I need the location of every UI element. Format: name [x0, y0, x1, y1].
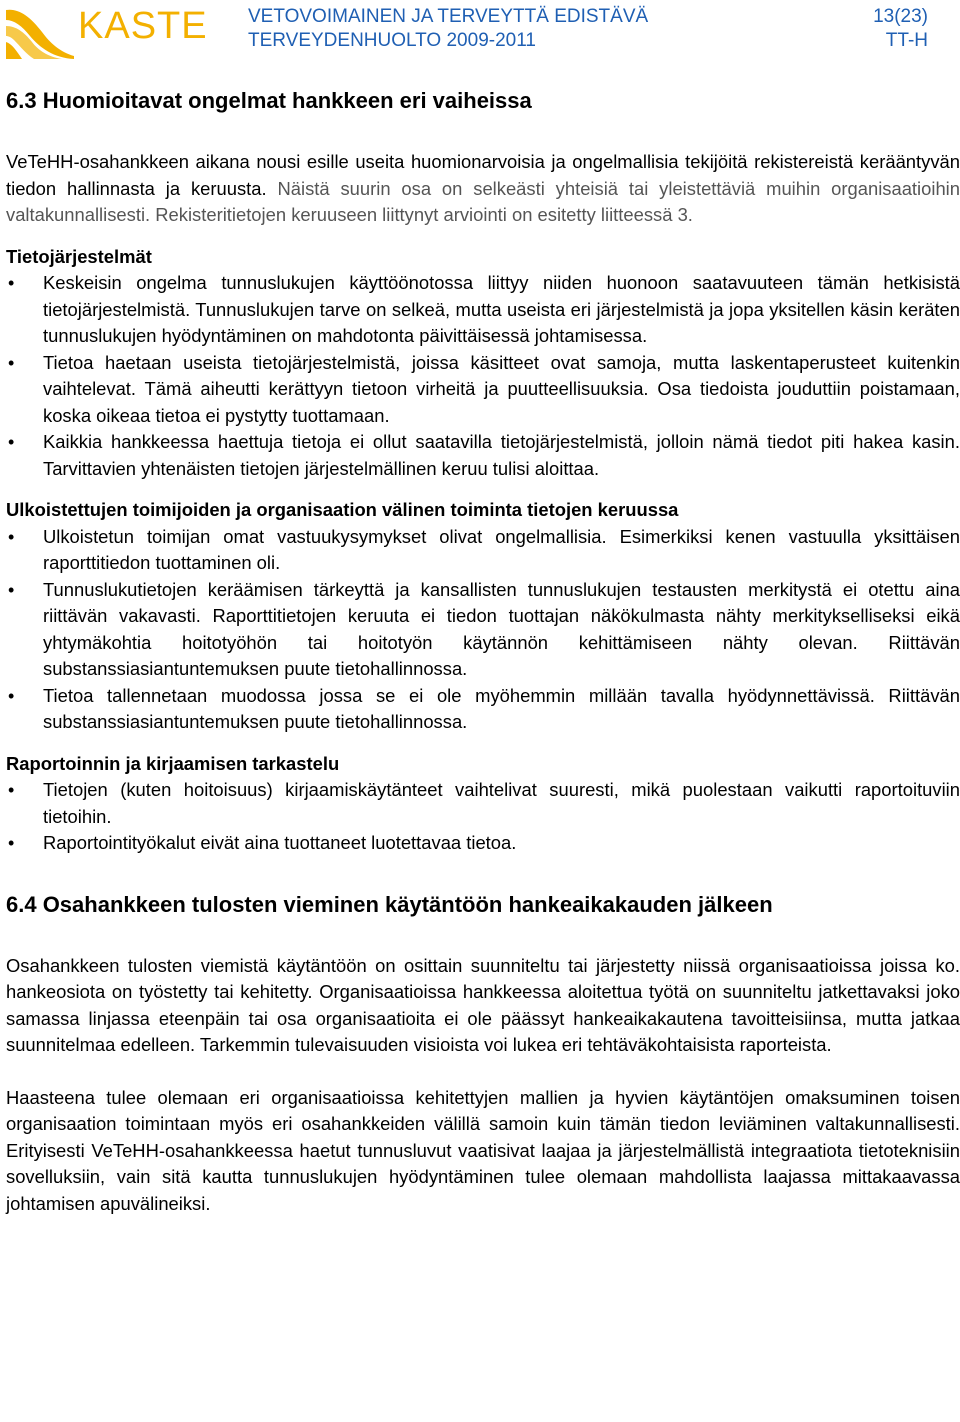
- section-6-3-intro: [6, 149, 960, 229]
- intro-sentence-a: VeTeHH-osahankkeen aikana nousi esille useita huomionarvoisia ja ongelmallisia tekijöitä rekistereistä kerääntyvän tiedon hallinnasta ja keruusta.: [6, 151, 960, 199]
- section-6-4-paragraph: Osahankkeen tulosten viemistä käytäntöön on osittain suunniteltu tai järjestetty niissä organisaatioissa joissa ko. hankeosiota on työstetty tai kehitetty. Organisaatioissa hankkeessa aloitettua työtä on suunniteltu jatkettavaksi joko samassa linjassa eteenpäin tai osa organisaatioita ei ole päässyt hankeaikakautena tavoitteisiinsa, mutta jatkaa suunnitelmaa edelleen. Tarkemmin tulevaisuuden visioista voi lukea eri tehtäväkohtaisista raporteista.: [6, 954, 960, 1055]
- document-body: [6, 86, 960, 1217]
- group-heading-raportointi: Raportoinnin ja kirjaamisen tarkastelu: [6, 752, 340, 774]
- list-item: • Tunnuslukutietojen keräämisen tärkeyttä ja kansallisten tunnuslukujen testausten merkitystä ei otettu aina riittävän vakavasti. Raporttitietojen keruuta ei tiedon tuottajan näkökulmasta nähty merkitykselliseksi eikä yhtymäkohtia hoitotyöhön tai hoitotyön käytännön kehittämiseen nähty olevan. Riittävän substanssiasiantuntemuksen puute tietohallinnossa.: [6, 577, 960, 683]
- section-6-4-paragraph: Haasteena tulee olemaan eri organisaatioissa kehitettyjen mallien ja hyvien käytäntöjen omaksuminen toisen organisaation toimintaan myös eri osahankkeiden välillä samoin kuin tämän tiedon leviäminen valtakunnallisesti. Erityisesti VeTeHH-osahankkeessa haetut tunnusluvut vaatisivat laajaa ja järjestelmällistä integraatiota tietoteknisiin sovelluksiin, vain sitä kautta tunnuslukujen hyödyntäminen tulee olemaan mahdollista laajassa mittakaavassa johtamisen apuvälineiksi.: [6, 1086, 960, 1214]
- group-heading-ulkoistetut: Ulkoistettujen toimijoiden ja organisaation välinen toiminta tietojen keruussa: [6, 499, 679, 520]
- list-item: • Kaikkia hankkeessa haettuja tietoja ei ollut saatavilla tietojärjestelmistä, jolloin nämä tiedot piti hakea kasin. Tarvittavien yhtenäisten tietojen järjestelmällinen keruu tulisi aloittaa.: [6, 429, 960, 482]
- list-item: • Ulkoistetun toimijan omat vastuukysymykset olivat ongelmallisia. Esimerkiksi kenen vastuulla yksittäisen raporttitiedon tuottaminen oli.: [6, 524, 960, 577]
- list-item: • Tietoa tallennetaan muodossa jossa se ei ole myöhemmin millään tavalla hyödynnettävissä. Riittävän substanssiasiantuntemuksen puute tietohallinnossa.: [6, 683, 960, 736]
- group-heading-tietojarjestelmat: Tietojärjestelmät: [6, 245, 152, 267]
- list-item: • Raportointityökalut eivät aina tuottaneet luotettavaa tietoa.: [6, 830, 960, 857]
- header-title-line2: TERVEYDENHUOLTO 2009-2011: [248, 30, 536, 51]
- bullet-list-raportointi: [6, 777, 960, 857]
- list-item: • Tietoa haetaan useista tietojärjestelmistä, joissa käsitteet ovat samoja, mutta laskentaperusteet kuitenkin vaihtelevat. Tämä aiheutti kerättyyn tietoon virheitä ja puutteellisuuksia. Osa tiedoista jouduttiin poistamaan, koska oikeaa tietoa ei pystytty tuottamaan.: [6, 350, 960, 430]
- bullet-list-tietojarjestelmat: [6, 270, 960, 482]
- page-number: 13(23): [873, 6, 928, 27]
- page-header: [0, 0, 960, 64]
- bullet-list-ulkoistetut: [6, 524, 960, 736]
- intro-sentence-b: Näistä suurin osa on selkeästi yhteisiä tai yleistettäviä muihin organisaatioihin valtakunnallisesti. Rekisteritietojen keruuseen liittynyt arviointi on esitetty liitteessä 3.: [6, 177, 960, 225]
- kaste-logo-icon: [4, 2, 212, 60]
- section-6-4-title: 6.4 Osahankkeen tulosten vieminen käytäntöön hankeaikakauden jälkeen: [6, 891, 773, 917]
- list-item: • Keskeisin ongelma tunnuslukujen käyttöönotossa liittyy niiden huonoon saatavuuteen tämän hetkisistä tietojärjestelmistä. Tunnuslukujen tarve on selkeä, mutta useista eri järjestelmistä ja jopa yksitellen käsin keräten tunnuslukujen hyödyntäminen on mahdotonta päivittäisessä johtamisessa.: [6, 270, 960, 350]
- kaste-logo: [4, 2, 212, 60]
- list-item: • Tietojen (kuten hoitoisuus) kirjaamiskäytänteet vaihtelivat suuresti, mikä puolestaan vaikutti raportoituviin tietoihin.: [6, 777, 960, 830]
- section-6-3-title: 6.3 Huomioitavat ongelmat hankkeen eri vaiheissa: [6, 88, 532, 113]
- header-title-line1: VETOVOIMAINEN JA TERVEYTTÄ EDISTÄVÄ: [248, 6, 649, 27]
- logo-text: KASTE: [78, 5, 208, 47]
- document-code: TT-H: [885, 30, 928, 51]
